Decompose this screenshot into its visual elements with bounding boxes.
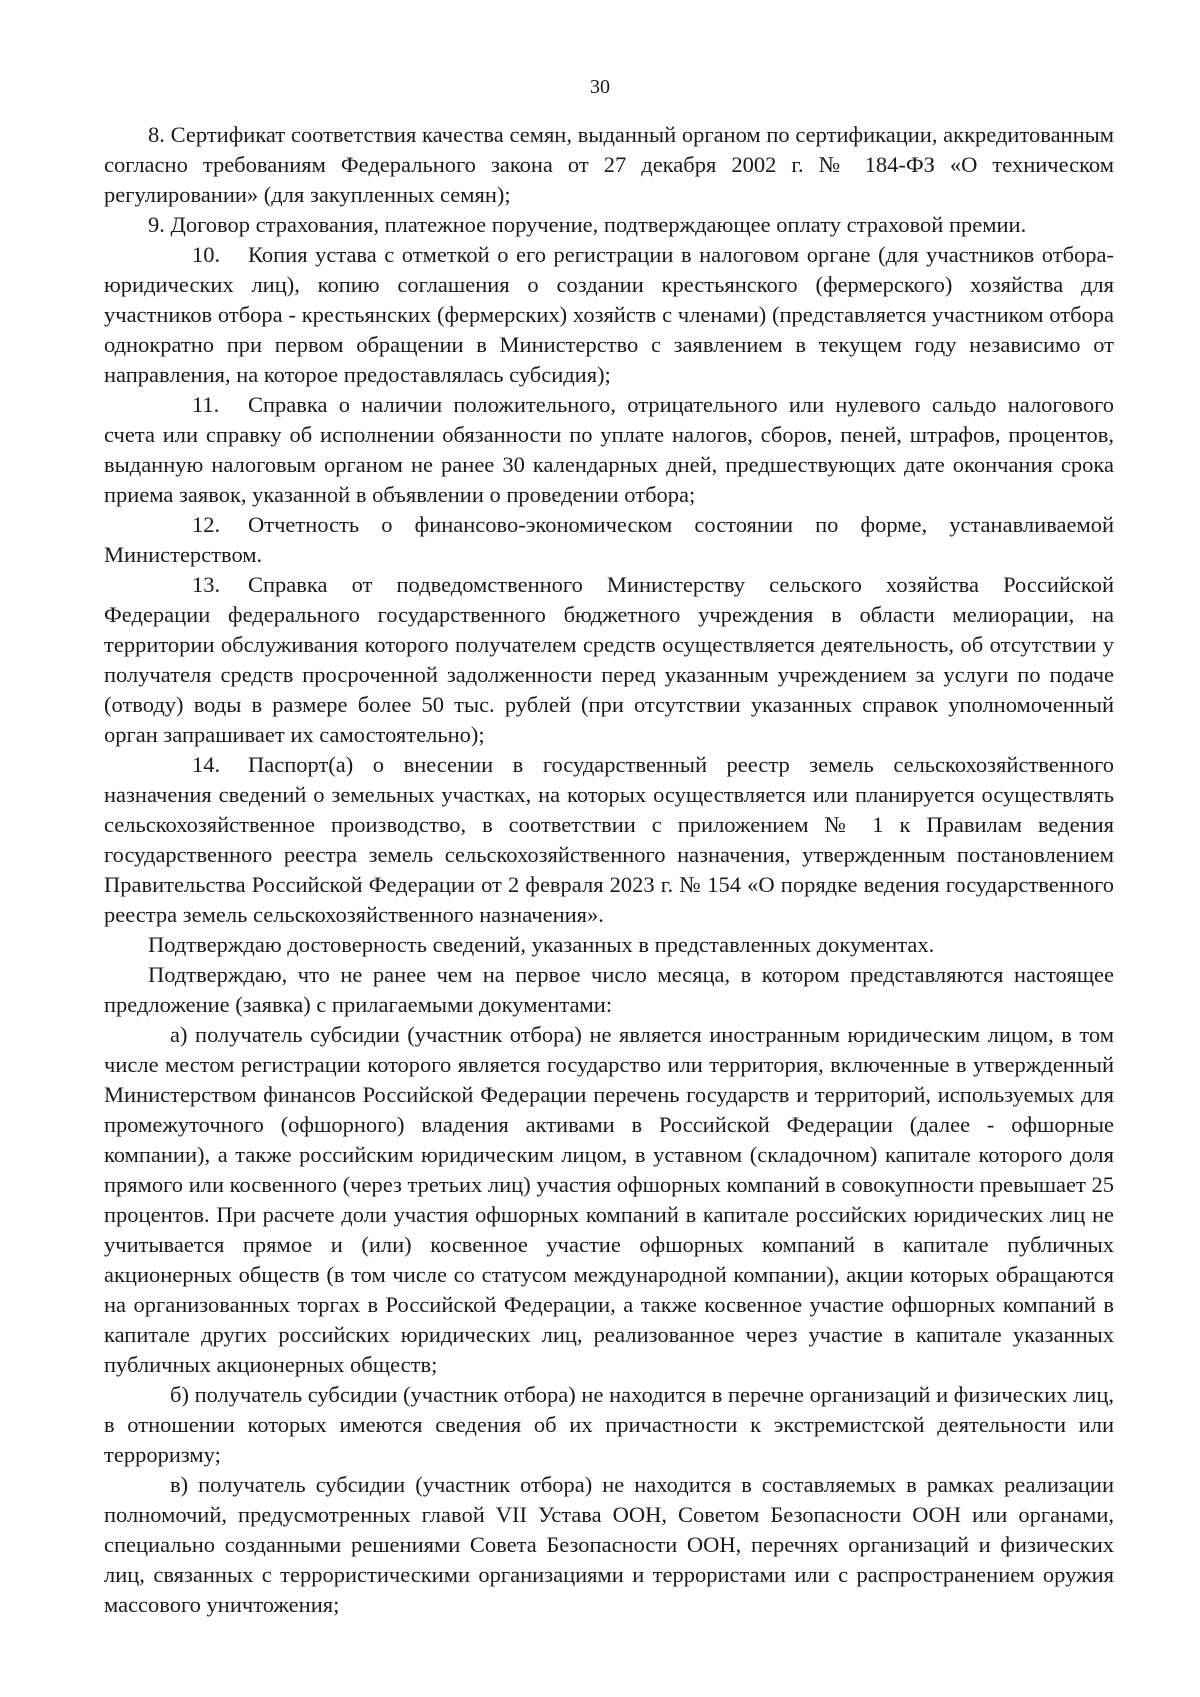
item-text: Паспорт(а) о внесении в государственный реестр земель сельскохозяйственного назначения сведений о земельных участках, на которых осуществляется или планируется осуществлять сельскохозяйственное производство, в соответствии с приложением № 1 к Правилам ведения государственного реестра земель сельскохозяйственного назначения, утвержденным постановлением Правительства Российской Федерации от 2 февраля 2023 г. № 154 «О порядке ведения государственного реестра земель сельскохозяйственного назначения». <box>104 752 1114 927</box>
list-item-9 <box>104 210 1114 240</box>
list-item-8 <box>104 120 1114 210</box>
document-body <box>104 120 1114 1620</box>
clause-a: а) получатель субсидии (участник отбора) не является иностранным юридическим лицом, в том числе местом регистрации которого является государство или территория, включенные в утвержденный Министерством финансов Российской Федерации перечень государств и территорий, используемых для промежуточного (офшорного) владения активами в Российской Федерации (далее - офшорные компании), а также российским юридическим лицом, в уставном (складочном) капитале которого доля прямого или косвенного (через третьих лиц) участия офшорных компаний в совокупности превышает 25 процентов. При расчете доли участия офшорных компаний в капитале российских юридических лиц не учитывается прямое и (или) косвенное участие офшорных компаний в капитале публичных акционерных обществ (в том числе со статусом международной компании), акции которых обращаются на организованных торгах в Российской Федерации, а также косвенное участие офшорных компаний в капитале других российских юридических лиц, реализованное через участие в капитале указанных публичных акционерных обществ; <box>104 1022 1114 1377</box>
list-item-14 <box>104 750 1114 930</box>
item-number: 11. <box>192 392 220 417</box>
item-number: 13. <box>192 572 221 597</box>
item-text: Отчетность о финансово-экономическом состоянии по форме, устанавливаемой Министерством. <box>104 512 1114 567</box>
list-item-11 <box>104 390 1114 510</box>
list-item-13 <box>104 570 1114 750</box>
clause-b: б) получатель субсидии (участник отбора) не находится в перечне организаций и физических лиц, в отношении которых имеются сведения об их причастности к экстремистской деятельности или терроризму; <box>104 1382 1114 1467</box>
item-number: 12. <box>192 512 221 537</box>
item-text: Копия устава с отметкой о его регистрации в налоговом органе (для участников отбора-юридических лиц), копию соглашения о создании крестьянского (фермерского) хозяйства для участников отбора - крестьянских (фермерских) хозяйств с членами) (представляется участником отбора однократно при первом обращении в Министерство с заявлением в текущем году независимо от направления, на которое предоставлялась субсидия); <box>104 242 1114 387</box>
page-number: 30 <box>590 76 610 98</box>
item-number: 9. <box>148 212 165 237</box>
item-text: Справка от подведомственного Министерству сельского хозяйства Российской Федерации федерального государственного бюджетного учреждения в области мелиорации, на территории обслуживания которого получателем средств осуществляется деятельность, об отсутствии у получателя средств просроченной задолженности перед указанным учреждением за услуги по подаче (отводу) воды в размере более 50 тыс. рублей (при отсутствии указанных справок уполномоченный орган запрашивает их самостоятельно); <box>104 572 1114 747</box>
confirmation-paragraph-2: Подтверждаю, что не ранее чем на первое число месяца, в котором представляются настоящее предложение (заявка) с прилагаемыми документами: <box>104 962 1114 1017</box>
list-item-10 <box>104 240 1114 390</box>
item-number: 14. <box>192 752 221 777</box>
list-item-12 <box>104 510 1114 570</box>
item-text: Сертификат соответствия качества семян, выданный органом по сертификации, аккредитованным согласно требованиям Федерального закона от 27 декабря 2002 г. № 184-ФЗ «О техническом регулировании» (для закупленных семян); <box>104 122 1114 207</box>
item-number: 10. <box>192 242 221 267</box>
confirmation-paragraph-1: Подтверждаю достоверность сведений, указанных в представленных документах. <box>148 932 935 957</box>
item-number: 8. <box>148 122 165 147</box>
clause-v: в) получатель субсидии (участник отбора) не находится в составляемых в рамках реализации полномочий, предусмотренных главой VII Устава ООН, Советом Безопасности ООН или органами, специально созданными решениями Совета Безопасности ООН, перечнях организаций и физических лиц, связанных с террористическими организациями и террористами или с распространением оружия массового уничтожения; <box>104 1472 1114 1617</box>
item-text: Справка о наличии положительного, отрицательного или нулевого сальдо налогового счета или справку об исполнении обязанности по уплате налогов, сборов, пеней, штрафов, процентов, выданную налоговым органом не ранее 30 календарных дней, предшествующих дате окончания срока приема заявок, указанной в объявлении о проведении отбора; <box>104 392 1114 507</box>
item-text: Договор страхования, платежное поручение, подтверждающее оплату страховой премии. <box>170 212 1027 237</box>
